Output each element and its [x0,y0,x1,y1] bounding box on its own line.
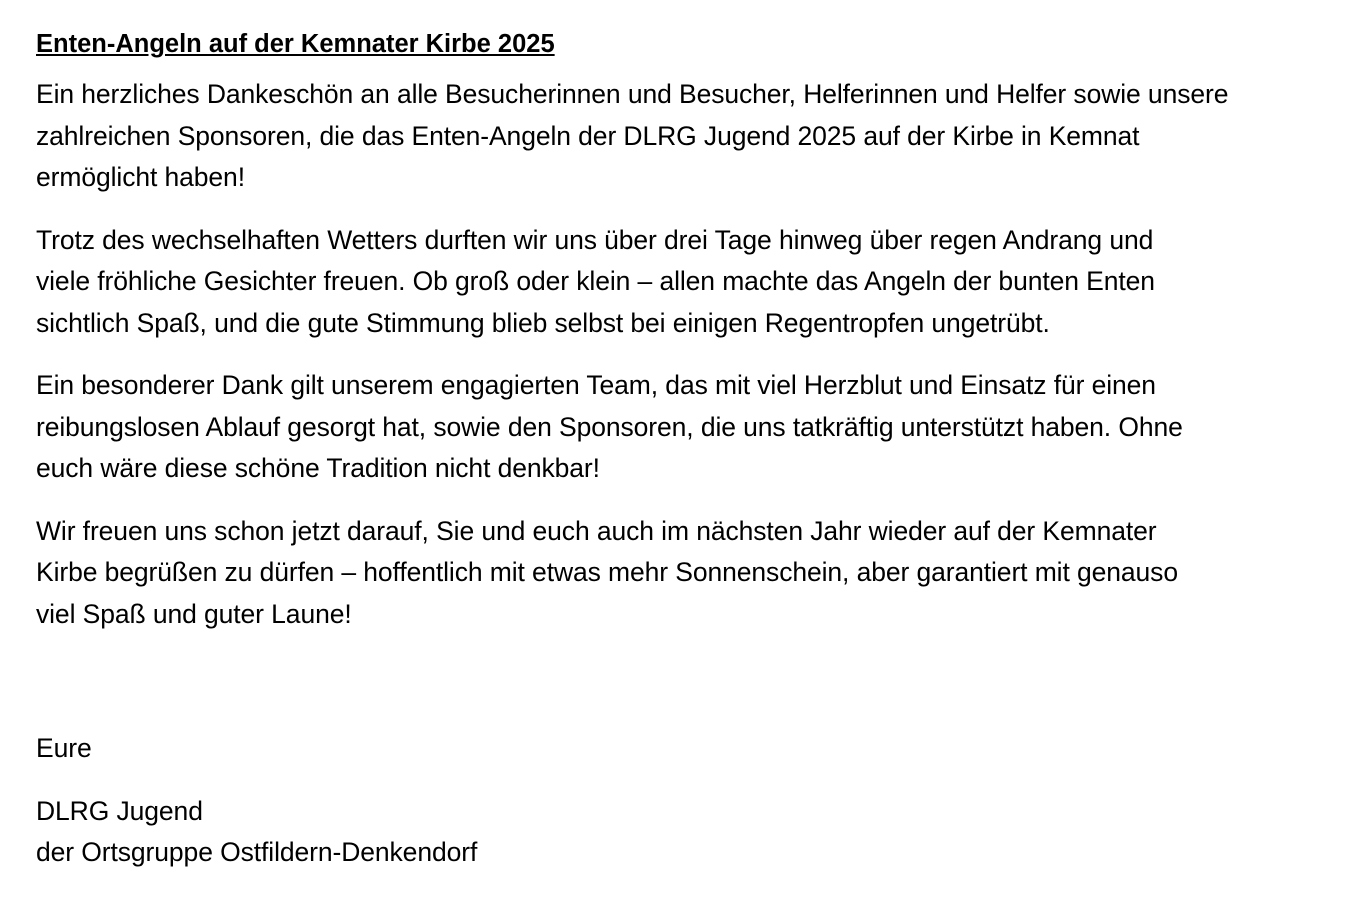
text-line: viele fröhliche Gesichter freuen. Ob groß oder klein – allen machte das Angeln der bunten Enten [36,266,1155,296]
paragraph-weather [36,220,1346,345]
text-line: euch wäre diese schöne Tradition nicht denkbar! [36,453,600,483]
text-line: Ein herzliches Dankeschön an alle Besucherinnen und Besucher, Helferinnen und Helfer sowie unsere [36,79,1229,109]
text-line: sichtlich Spaß, und die gute Stimmung blieb selbst bei einigen Regentropfen ungetrübt. [36,307,1050,338]
paragraph-team [36,365,1346,490]
signature-block [36,791,1346,874]
signature-line: DLRG Jugend [36,795,203,826]
paragraph-thanks [36,74,1346,199]
paragraph-next-year [36,511,1346,636]
text-line: Wir freuen uns schon jetzt darauf, Sie und euch auch im nächsten Jahr wieder auf der Kemnater [36,515,1157,546]
document-title: Enten-Angeln auf der Kemnater Kirbe 2025 [36,30,555,58]
signature-line: der Ortsgruppe Ostfildern-Denkendorf [36,837,478,867]
text-line: reibungslosen Ablauf gesorgt hat, sowie den Sponsoren, die uns tatkräftig unterstützt haben. Ohne [36,411,1183,442]
text-line: ermöglicht haben! [36,162,245,192]
text-line: Trotz des wechselhaften Wetters durften wir uns über drei Tage hinweg über regen Andrang und [36,224,1154,255]
closing-greeting: Eure [36,733,92,763]
document-page [36,26,1346,874]
text-line: viel Spaß und guter Laune! [36,598,352,629]
text-line: zahlreichen Sponsoren, die das Enten-Angeln der DLRG Jugend 2025 auf der Kirbe in Kemnat [36,120,1140,151]
text-line: Ein besonderer Dank gilt unserem engagierten Team, das mit viel Herzblut und Einsatz für einen [36,370,1156,400]
text-line: Kirbe begrüßen zu dürfen – hoffentlich mit etwas mehr Sonnenschein, aber garantiert mit genauso [36,557,1178,587]
